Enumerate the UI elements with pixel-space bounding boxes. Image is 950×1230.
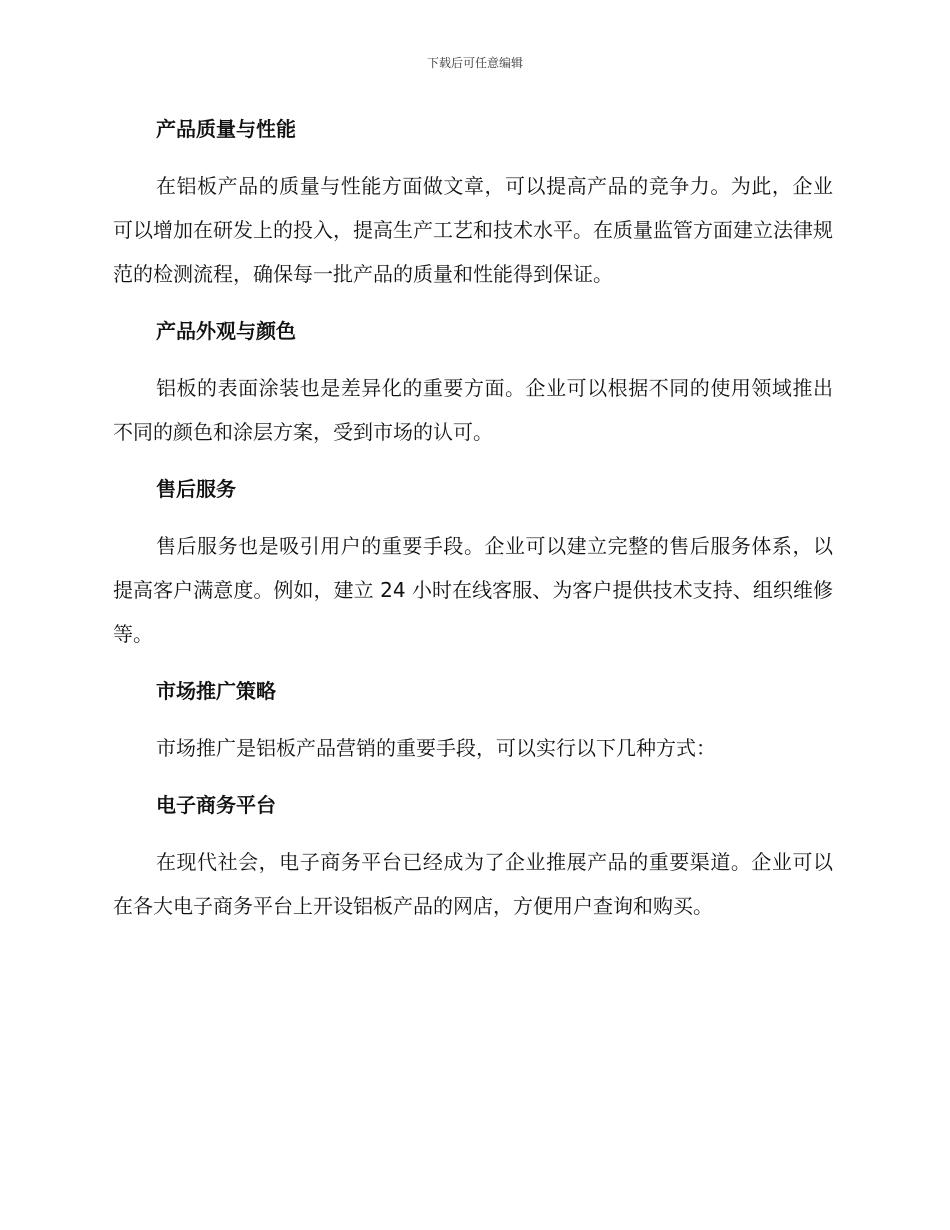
section-heading-ecommerce: 电子商务平台: [156, 793, 276, 817]
paragraph-marketing: 市场推广是铝板产品营销的重要手段，可以实行以下几种方式：: [156, 736, 716, 760]
section-heading-quality: 产品质量与性能: [156, 117, 296, 141]
paragraph-quality: 在铝板产品的质量与性能方面做文章，可以提高产品的竞争力。为此，企业可以增加在研发上的投入，提高生产工艺和技术水平。在质量监管方面建立法律规范的检测流程，确保每一批产品的质量和性能得到保证。: [113, 174, 833, 286]
document-body: [113, 106, 833, 940]
page-header-note: 下载后可任意编辑: [426, 56, 523, 70]
section-heading-after-sales: 售后服务: [156, 477, 236, 501]
section-heading-appearance: 产品外观与颜色: [156, 319, 296, 343]
paragraph-after-sales: 售后服务也是吸引用户的重要手段。企业可以建立完整的售后服务体系，以提高客户满意度。例如，建立 24 小时在线客服、为客户提供技术支持、组织维修等。: [113, 534, 833, 646]
section-heading-marketing: 市场推广策略: [156, 679, 276, 703]
paragraph-appearance: 铝板的表面涂装也是差异化的重要方面。企业可以根据不同的使用领域推出不同的颜色和涂层方案，受到市场的认可。: [113, 376, 833, 444]
paragraph-ecommerce: 在现代社会，电子商务平台已经成为了企业推展产品的重要渠道。企业可以在各大电子商务平台上开设铝板产品的网店，方便用户查询和购买。: [113, 850, 833, 918]
